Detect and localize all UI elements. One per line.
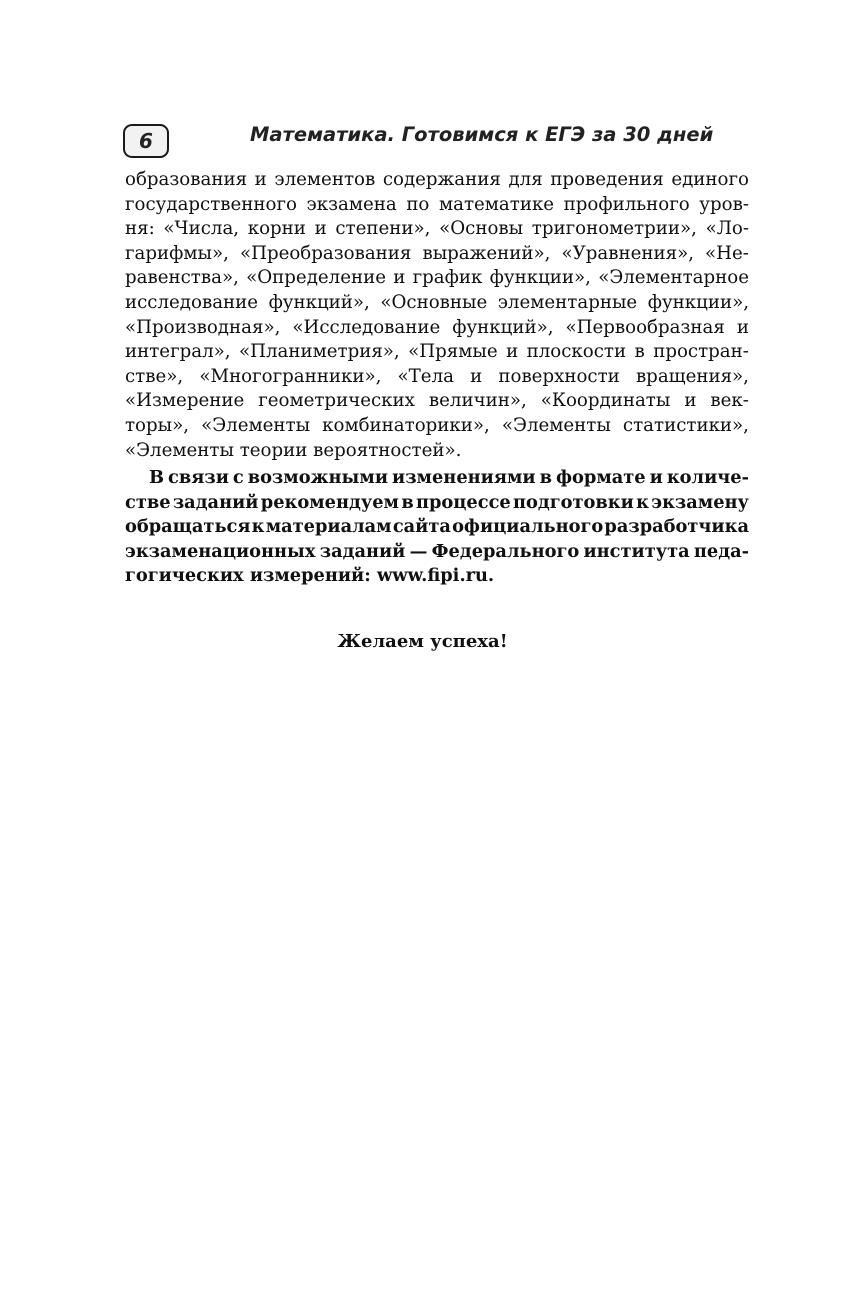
text-line: государственного экзамена по математике профильного уров- <box>125 193 749 215</box>
text-line: торы», «Элементы комбинаторики», «Элементы статистики», <box>125 415 749 436</box>
text-line: исследование функций», «Основные элементарные функции», <box>125 292 749 313</box>
text-line: равенства», «Определение и график функции», «Элементарное <box>125 267 749 289</box>
closing-wish: Желаем успеха! <box>337 631 508 652</box>
text-line <box>125 439 749 464</box>
text-line: «Производная», «Исследование функций», «Первообразная и <box>125 316 749 338</box>
text-line-content: гогических измерений: www.fipi.ru. <box>125 565 495 587</box>
text-line-content: «Элементы теории вероятностей». <box>125 439 462 461</box>
text-line: экзаменационных заданий — Федерального института педа- <box>125 540 749 562</box>
text-line: стве», «Многогранники», «Тела и поверхности вращения», <box>125 365 749 387</box>
text-line: стве заданий рекомендуем в процессе подготовки к экзамену <box>125 491 749 513</box>
text-line: гарифмы», «Преобразования выражений», «Уравнения», «Не- <box>125 242 749 264</box>
text-line: образования и элементов содержания для проведения единого <box>125 169 749 190</box>
running-title: Математика. Готовимся к ЕГЭ за 30 дней <box>250 123 714 146</box>
page-number: 6 <box>123 124 169 158</box>
text-line: В связи с возможными изменениями в формате и количе- <box>149 467 749 488</box>
text-line: ня: «Числа, корни и степени», «Основы тригонометрии», «Ло- <box>125 218 749 240</box>
text-line <box>125 564 749 589</box>
text-line: обращаться к материалам сайта официального разработчика <box>125 516 749 538</box>
text-line: интеграл», «Планиметрия», «Прямые и плоскости в простран- <box>125 341 749 363</box>
text-line: «Измерение геометрических величин», «Координаты и век- <box>125 390 749 412</box>
